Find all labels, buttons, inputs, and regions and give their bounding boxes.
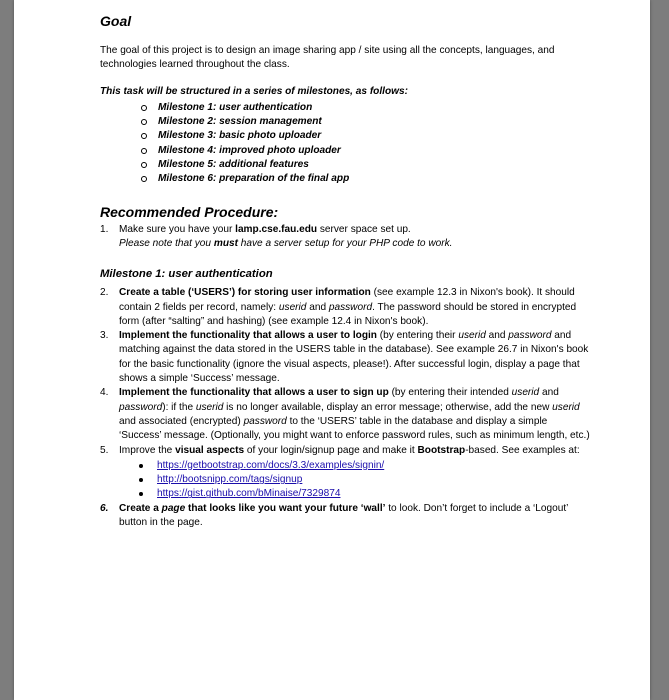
step-6: 6. Create a page that looks like you want your future ‘wall’ to look. Don’t forget to include a ‘Logout’ button in the page. [100, 502, 569, 529]
server-name: lamp.cse.fau.edu [235, 223, 318, 235]
step-text: server space set up. [317, 223, 411, 235]
link-item [157, 487, 590, 501]
link-item [157, 459, 590, 473]
step-number: 4. [100, 387, 109, 399]
document-content [100, 12, 590, 530]
step-number: 1. [100, 223, 109, 235]
step-emphasis: Create a table (‘USERS’) for storing user information [119, 287, 371, 299]
milestone-item: Milestone 4: improved photo uploader [158, 144, 590, 158]
milestone-item: Milestone 5: additional features [158, 158, 590, 172]
step-emphasis: Implement the functionality that allows a user to sign up [119, 387, 389, 399]
milestone-item: Milestone 6: preparation of the final app [158, 172, 590, 186]
procedure-heading: Recommended Procedure: [100, 203, 279, 220]
step-3: 3. Implement the functionality that allows a user to login (by entering their userid and password and matching against the data stored in the USERS table in the database). See example 26.7 in Nixon's book for the basic functionality (ignore the visual aspects, please!). After successful login, display a page that shows a simple ‘Success’ message. [100, 330, 589, 385]
server-note: Please note that you must have a server setup for your PHP code to work. [119, 237, 453, 249]
document-page [14, 0, 650, 700]
milestone1-steps [100, 286, 590, 530]
example-links [119, 459, 590, 502]
bootsnipp-signup-link[interactable]: http://bootsnipp.com/tags/signup [157, 474, 303, 486]
milestone1-heading: Milestone 1: user authentication [100, 268, 273, 281]
step-5: 5. Improve the visual aspects of your login/signup page and make it Bootstrap-based. See examples at: https://getbootstrap.com/docs/3.3/examples/signin/ http://bootsnipp.com/tags/signup https://gist.github.com/bMinaise/7329874 [100, 444, 590, 502]
bootstrap-signin-link[interactable]: https://getbootstrap.com/docs/3.3/examples/signin/ [157, 459, 385, 471]
milestone-item: Milestone 1: user authentication [158, 101, 590, 115]
milestone-item: Milestone 3: basic photo uploader [158, 129, 590, 143]
step-emphasis: Implement the functionality that allows a user to login [119, 330, 377, 342]
step-number: 6. [100, 502, 109, 514]
goal-text: The goal of this project is to design an image sharing app / site using all the concepts, languages, and technologies learned throughout the class. [100, 45, 555, 71]
milestone-item: Milestone 2: session management [158, 115, 590, 129]
step-1 [100, 223, 590, 252]
step-text: Make sure you have your [119, 223, 236, 235]
step-number: 2. [100, 287, 109, 299]
milestones-intro: This task will be structured in a series of milestones, as follows: [100, 85, 408, 97]
step-number: 5. [100, 444, 109, 456]
procedure-steps [100, 223, 590, 252]
goal-heading: Goal [100, 13, 132, 29]
gist-link[interactable]: https://gist.github.com/bMinaise/7329874 [157, 488, 341, 500]
milestone-list [100, 101, 590, 187]
step-4: 4. Implement the functionality that allows a user to sign up (by entering their intended userid and password): if the userid is no longer available, display an error message; otherwise, add the new userid and associated (encrypted) password to the ‘USERS’ table in the database and display a simple ‘Success’ message. (Optionally, you might want to enforce password rules, such as minimum length, etc.) [100, 387, 590, 442]
step-2: 2. Create a table (‘USERS’) for storing user information (see example 12.3 in Nixon's book). It should contain 2 fields per record, namely: userid and password. The password should be stored in encrypted form (after “salting” and hashing) (see example 12.4 in Nixon's book). [100, 287, 577, 327]
step-number: 3. [100, 330, 109, 342]
link-item [157, 473, 590, 487]
